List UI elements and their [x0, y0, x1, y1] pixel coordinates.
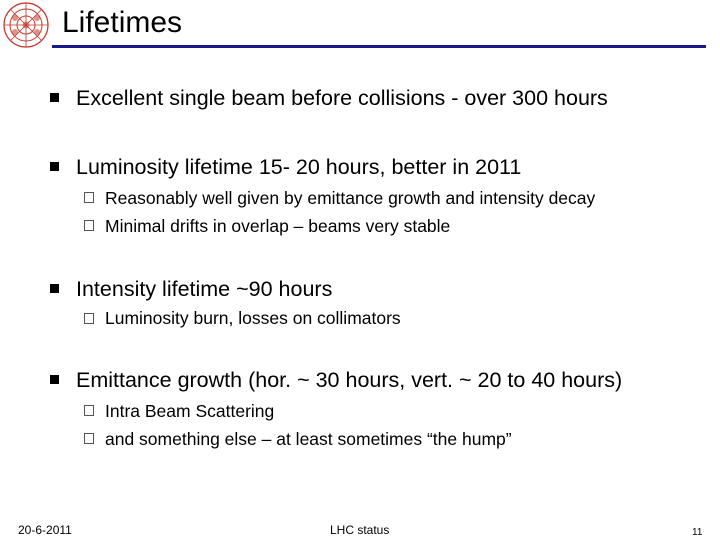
sub-bullet-text: Luminosity burn, losses on collimators [105, 308, 401, 328]
sub-bullet-text: and something else – at least sometimes “the hump” [105, 429, 512, 449]
bullet-text: Luminosity lifetime 15- 20 hours, better in 2011 [76, 155, 522, 179]
sub-bullet-marker [84, 433, 94, 444]
bullet-marker [50, 375, 59, 384]
sub-bullet-marker [84, 192, 94, 203]
sub-bullet-text: Intra Beam Scattering [105, 401, 275, 421]
bullet-text: Emittance growth (hor. ~ 30 hours, vert. ~ 20 to 40 hours) [76, 368, 623, 392]
sub-bullet-text: Reasonably well given by emittance growth and intensity decay [105, 188, 596, 208]
sub-bullet-marker [84, 220, 94, 231]
slide-title: Lifetimes [62, 6, 183, 39]
footer-date: 20-6-2011 [18, 523, 72, 537]
page-number: 11 [692, 527, 703, 538]
footer-center: LHC status [330, 523, 390, 537]
sub-bullet-marker [84, 405, 94, 416]
bullet-marker [50, 162, 59, 171]
bullet-marker [50, 93, 59, 102]
bullet-text: Intensity lifetime ~90 hours [76, 277, 333, 301]
title-underline [52, 45, 706, 48]
sub-bullet-marker [84, 313, 94, 324]
sub-bullet-text: Minimal drifts in overlap – beams very stable [105, 216, 451, 236]
bullet-text: Excellent single beam before collisions - over 300 hours [76, 86, 608, 110]
logo-icon [0, 0, 52, 50]
bullet-marker [50, 284, 59, 293]
